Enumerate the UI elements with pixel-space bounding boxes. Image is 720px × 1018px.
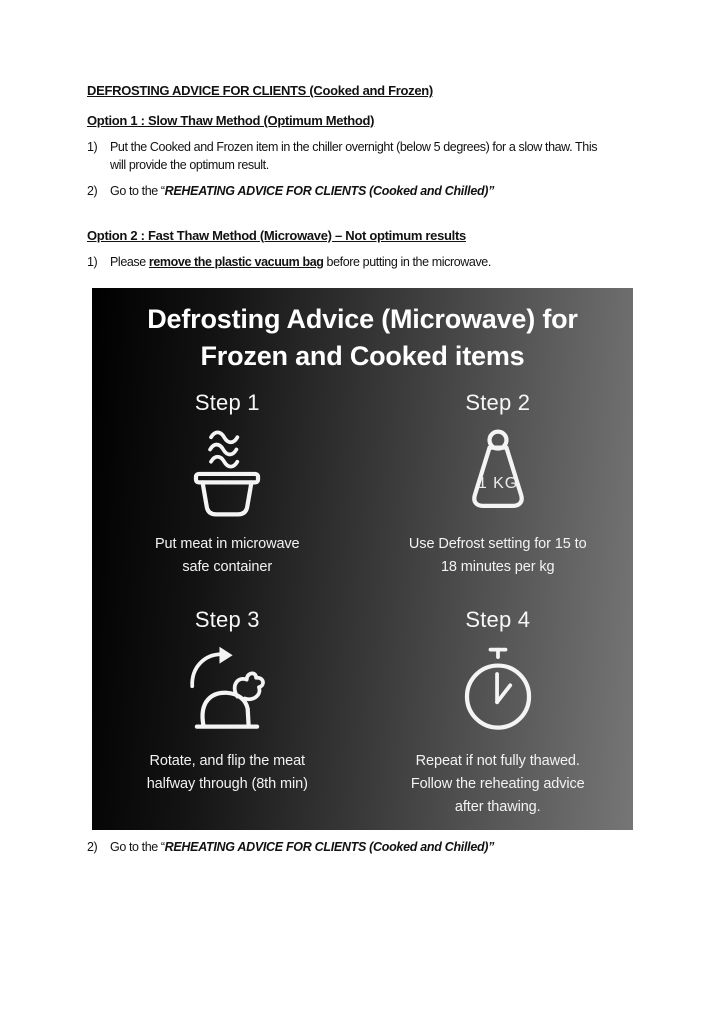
- item-text-plain: before putting in the microwave.: [323, 254, 491, 269]
- option2-heading: Option 2 : Fast Thaw Method (Microwave) – Not optimum results: [87, 227, 466, 243]
- steam-container-icon: [180, 426, 274, 520]
- list-item-text: [110, 254, 644, 272]
- infographic-title-line: Frozen and Cooked items: [200, 341, 525, 371]
- caption-line: Put meat in microwave: [154, 536, 300, 552]
- infographic-title-line: Defrosting Advice (Microwave) for: [147, 304, 578, 334]
- step-2-icon-wrap: [451, 426, 545, 520]
- caption-line: after thawing.: [454, 799, 541, 815]
- caption-line: 18 minutes per kg: [440, 559, 555, 575]
- list-item-text: [110, 183, 644, 201]
- list-item-line: will provide the optimum result.: [110, 157, 269, 172]
- list-number: 1): [87, 140, 98, 154]
- step-3-caption: [147, 750, 308, 796]
- caption-line: Repeat if not fully thawed.: [415, 753, 580, 769]
- step-2-caption: [409, 533, 587, 579]
- caption-line: Rotate, and flip the meat: [149, 753, 305, 769]
- option1-heading: Option 1 : Slow Thaw Method (Optimum Method): [87, 113, 375, 128]
- step-4-caption: [411, 750, 585, 819]
- option1-item-2: [87, 183, 644, 201]
- infographic-steps-grid: [92, 389, 633, 819]
- item-text-plain: Go to the “: [110, 184, 165, 198]
- caption-line: safe container: [182, 559, 273, 575]
- step-3-label: Step 3: [194, 607, 260, 632]
- step-2-cell: [363, 389, 634, 579]
- timer-icon: [451, 643, 545, 737]
- option1-item-1: [87, 139, 644, 174]
- list-item-line: Put the Cooked and Frozen item in the chiller overnight (below 5 degrees) for a slow thaw. This: [110, 140, 598, 154]
- weight-kg-text: 1 KG: [477, 475, 518, 493]
- caption-line: halfway through (8th min): [146, 776, 308, 792]
- step-3-icon-wrap: [180, 643, 274, 737]
- infographic: [92, 288, 633, 830]
- item-text-plain: Go to the “: [110, 840, 165, 854]
- step-1-caption: [155, 533, 300, 579]
- step-1-icon-wrap: [180, 426, 274, 520]
- list-number: 2): [87, 184, 98, 198]
- doc-title: DEFROSTING ADVICE FOR CLIENTS (Cooked and Frozen): [87, 83, 433, 98]
- reheating-advice-reference: REHEATING ADVICE FOR CLIENTS (Cooked and Chilled)”: [164, 184, 495, 198]
- list-item-text: [110, 139, 644, 174]
- option2-item-2: [87, 839, 644, 857]
- remove-bag-emphasis: remove the plastic vacuum bag: [148, 254, 324, 269]
- weight-1kg-icon: [451, 426, 545, 520]
- option2-item-1: [87, 254, 644, 272]
- step-4-label: Step 4: [465, 607, 531, 632]
- step-1-label: Step 1: [194, 390, 260, 415]
- step-1-cell: [92, 389, 363, 579]
- step-3-cell: [92, 606, 363, 819]
- step-4-icon-wrap: [451, 643, 545, 737]
- step-2-label: Step 2: [465, 390, 531, 415]
- infographic-title: [92, 288, 633, 375]
- step-4-cell: [363, 606, 634, 819]
- rotate-flip-meat-icon: [180, 643, 274, 737]
- caption-line: Follow the reheating advice: [410, 776, 585, 792]
- caption-line: Use Defrost setting for 15 to: [408, 536, 587, 552]
- list-item-text: [110, 839, 644, 857]
- reheating-advice-reference: REHEATING ADVICE FOR CLIENTS (Cooked and Chilled)”: [164, 840, 495, 854]
- item-text-plain: Please: [110, 254, 149, 269]
- list-number: 2): [87, 840, 98, 854]
- list-number: 1): [87, 254, 98, 269]
